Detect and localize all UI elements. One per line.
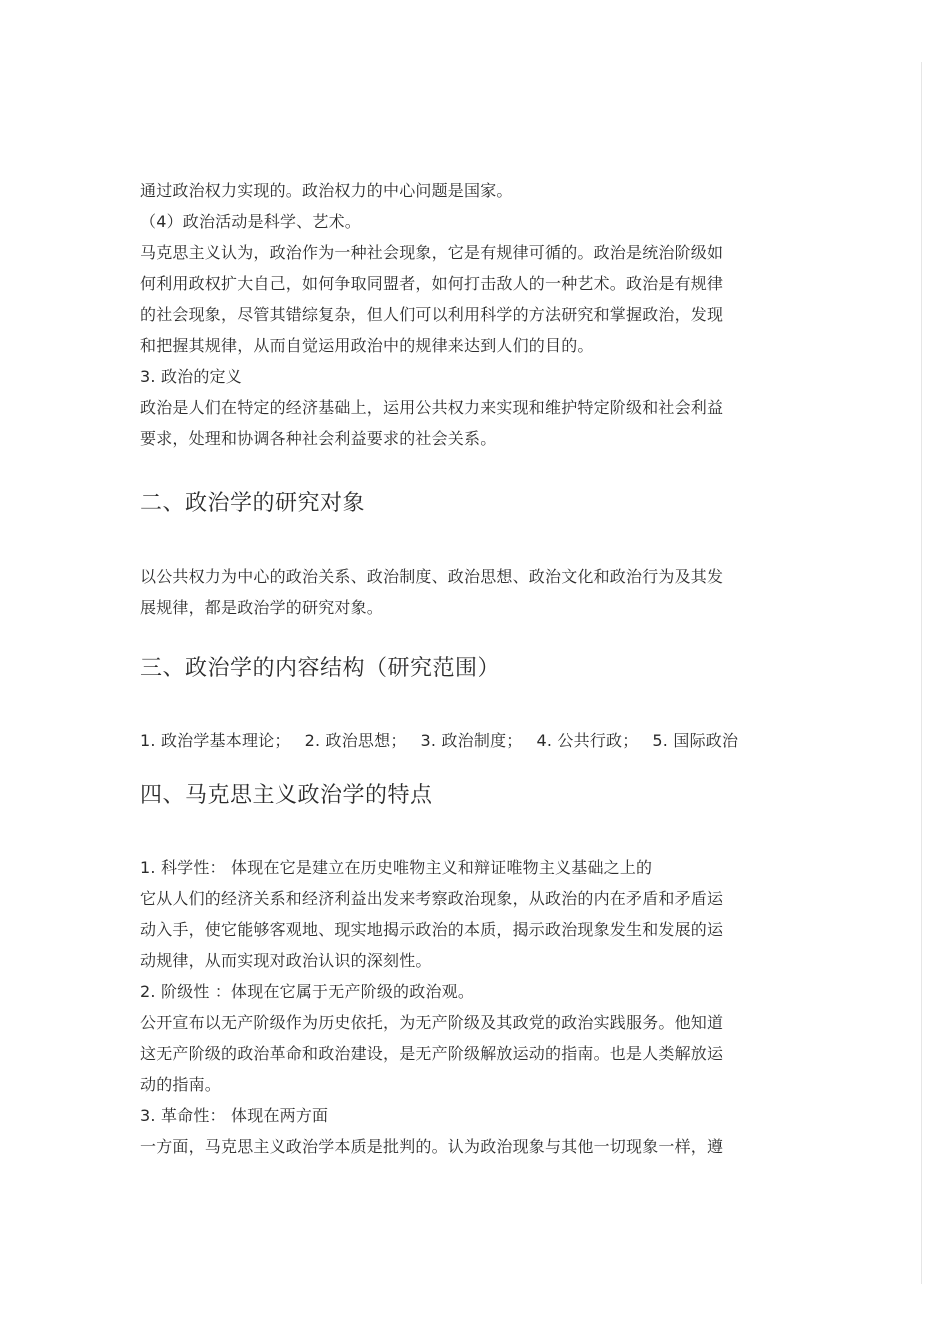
text-line: 的社会现象，尽管其错综复杂，但人们可以利用科学的方法研究和掌握政治，发现	[140, 305, 724, 324]
section-marxist-features-body	[140, 852, 770, 1162]
section-heading-marxist-features: 四、马克思主义政治学的特点	[140, 783, 433, 808]
text-line: 以公共权力为中心的政治关系、政治制度、政治思想、政治文化和政治行为及其发	[140, 567, 724, 586]
list-item: 3. 政治制度；	[420, 731, 523, 750]
section-heading-content-structure: 三、政治学的内容结构（研究范围）	[140, 656, 501, 681]
document-body	[140, 175, 770, 1162]
text-line: 它从人们的经济关系和经济利益出发来考察政治现象，从政治的内在矛盾和矛盾运	[140, 889, 724, 908]
text-line: 公开宣布以无产阶级作为历史依托，为无产阶级及其政党的政治实践服务。他知道	[140, 1013, 724, 1032]
list-item: 1. 政治学基本理论；	[140, 731, 291, 750]
section-heading-research-object: 二、政治学的研究对象	[140, 491, 366, 516]
text-line: 一方面，马克思主义政治学本质是批判的。认为政治现象与其他一切现象一样，遵	[140, 1137, 724, 1156]
text-line: 和把握其规律，从而自觉运用政治中的规律来达到人们的目的。	[140, 336, 594, 355]
list-item: 4. 公共行政；	[536, 731, 639, 750]
section-research-object-body	[140, 561, 770, 623]
text-line: 动规律，从而实现对政治认识的深刻性。	[140, 951, 432, 970]
list-item: 5. 国际政治	[652, 731, 739, 750]
text-line: 马克思主义认为，政治作为一种社会现象，它是有规律可循的。政治是统治阶级如	[140, 243, 724, 262]
text-line: 动的指南。	[140, 1075, 222, 1094]
content-structure-list	[140, 725, 770, 756]
text-line: 这无产阶级的政治革命和政治建设，是无产阶级解放运动的指南。也是人类解放运	[140, 1044, 724, 1063]
text-line: 1. 科学性： 体现在它是建立在历史唯物主义和辩证唯物主义基础之上的	[140, 858, 653, 877]
subheading-politics-definition: 3. 政治的定义	[140, 367, 242, 386]
text-line: 3. 革命性： 体现在两方面	[140, 1106, 329, 1125]
list-item: 2. 政治思想；	[304, 731, 407, 750]
text-line: 通过政治权力实现的。政治权力的中心问题是国家。	[140, 181, 513, 200]
text-line: 展规律，都是政治学的研究对象。	[140, 598, 384, 617]
page-edge-divider	[921, 62, 922, 1284]
text-line: 2. 阶级性 ：体现在它属于无产阶级的政治观。	[140, 982, 475, 1001]
text-line: 政治是人们在特定的经济基础上，运用公共权力来实现和维护特定阶级和社会利益	[140, 398, 724, 417]
text-line: 何利用政权扩大自己，如何争取同盟者，如何打击敌人的一种艺术。政治是有规律	[140, 274, 724, 293]
intro-paragraph	[140, 175, 770, 454]
text-line: 动入手，使它能够客观地、现实地揭示政治的本质，揭示政治现象发生和发展的运	[140, 920, 724, 939]
text-line: （4）政治活动是科学、艺术。	[140, 212, 361, 231]
text-line: 要求，处理和协调各种社会利益要求的社会关系。	[140, 429, 497, 448]
